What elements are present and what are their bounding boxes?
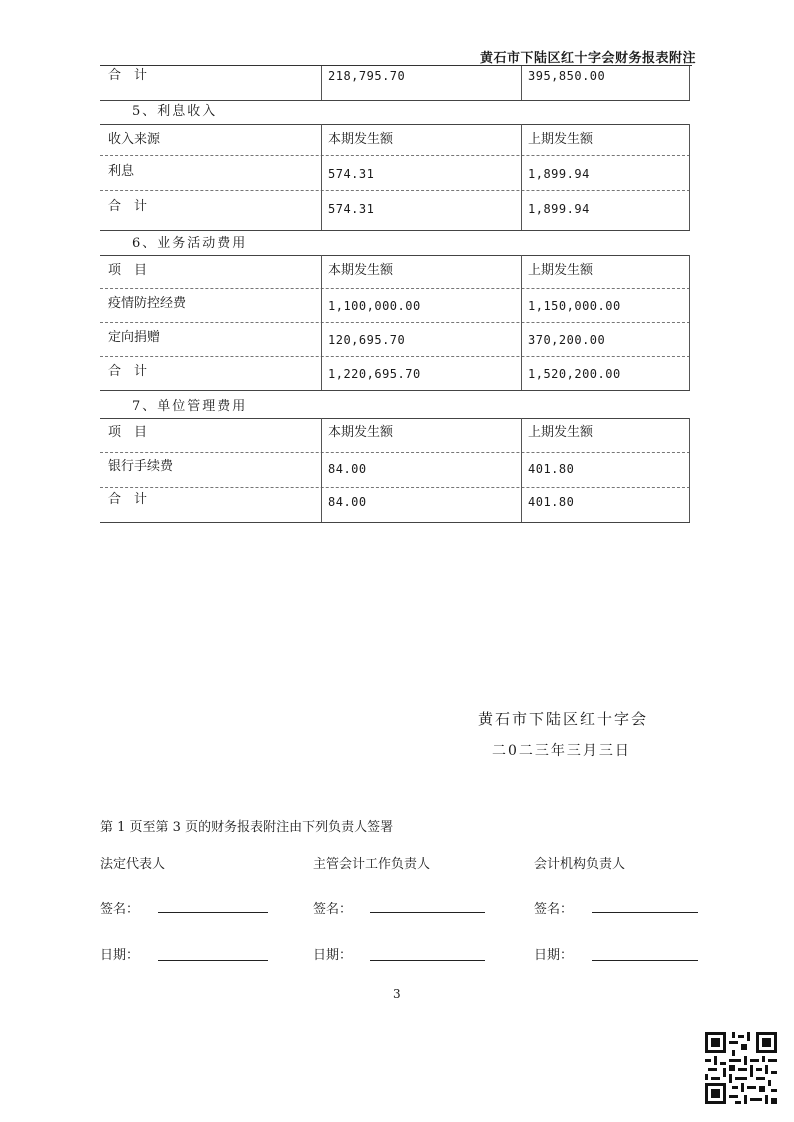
- cell-prior: 401.80: [528, 462, 575, 476]
- page-header: 黄石市下陆区红十字会财务报表附注: [479, 51, 696, 66]
- cell-label: 合 计: [108, 492, 148, 507]
- col-divider: [521, 124, 522, 230]
- cell-label: 合 计: [108, 68, 148, 83]
- cell-current: 574.31: [328, 202, 375, 216]
- cell-label: 疫情防控经费: [108, 296, 187, 311]
- cell-label: 银行手续费: [108, 459, 174, 474]
- cell-prior: 1,899.94: [528, 202, 590, 216]
- cell-prior: 1,520,200.00: [528, 367, 621, 381]
- col-divider: [521, 418, 522, 522]
- signature-note: 第 1 页至第 3 页的财务报表附注由下列负责人签署: [100, 820, 394, 835]
- row-rule: [100, 522, 690, 523]
- cell-prior: 1,150,000.00: [528, 299, 621, 313]
- cell-prior: 401.80: [528, 495, 575, 509]
- signature-line: [158, 912, 268, 913]
- col-divider: [689, 418, 690, 522]
- col-divider: [689, 255, 690, 390]
- header-prior: 上期发生额: [528, 425, 594, 440]
- section-title-admin-expense: 7、单位管理费用: [132, 399, 248, 414]
- header-prior: 上期发生额: [528, 132, 594, 147]
- cell-current: 218,795.70: [328, 69, 406, 83]
- cell-prior: 1,899.94: [528, 167, 590, 181]
- cell-label: 利息: [108, 164, 135, 179]
- row-rule: [100, 230, 690, 231]
- row-rule: [100, 255, 690, 256]
- col-divider: [321, 418, 322, 522]
- header-prior: 上期发生额: [528, 263, 594, 278]
- signature-line: [370, 912, 485, 913]
- col-divider: [321, 124, 322, 230]
- sign-label: 签名：: [100, 902, 140, 917]
- date-label: 日期：: [100, 948, 140, 963]
- cell-prior: 370,200.00: [528, 333, 606, 347]
- role-legal-representative: 法定代表人: [100, 857, 166, 872]
- signature-line: [592, 912, 698, 913]
- row-rule: [100, 487, 690, 488]
- cell-prior: 395,850.00: [528, 69, 606, 83]
- cell-current: 1,100,000.00: [328, 299, 421, 313]
- row-rule: [100, 418, 690, 419]
- date-line: [592, 960, 698, 961]
- header-source: 收入来源: [108, 132, 161, 147]
- sign-label: 签名：: [534, 902, 574, 917]
- row-rule: [100, 124, 690, 125]
- role-accounting-supervisor: 主管会计工作负责人: [313, 857, 431, 872]
- row-rule: [100, 155, 690, 156]
- report-date: 二0二三年三月三日: [492, 743, 631, 759]
- date-label: 日期：: [313, 948, 353, 963]
- row-rule: [100, 190, 690, 191]
- row-rule: [100, 288, 690, 289]
- row-rule: [100, 452, 690, 453]
- cell-current: 120,695.70: [328, 333, 406, 347]
- header-rule: [100, 65, 692, 66]
- cell-label: 定向捐赠: [108, 330, 161, 345]
- section-title-interest: 5、利息收入: [132, 104, 218, 119]
- sign-label: 签名：: [313, 902, 353, 917]
- col-divider: [689, 124, 690, 230]
- section-title-activity-expense: 6、业务活动费用: [132, 236, 248, 251]
- header-current: 本期发生额: [328, 425, 394, 440]
- cell-current: 574.31: [328, 167, 375, 181]
- col-divider: [521, 255, 522, 390]
- col-divider: [521, 66, 522, 100]
- header-current: 本期发生额: [328, 263, 394, 278]
- col-divider: [321, 66, 322, 100]
- organization-name: 黄石市下陆区红十字会: [478, 710, 649, 728]
- header-item: 项 目: [108, 263, 148, 278]
- row-rule: [100, 390, 690, 391]
- cell-label: 合 计: [108, 199, 148, 214]
- col-divider: [321, 255, 322, 390]
- cell-current: 1,220,695.70: [328, 367, 421, 381]
- header-item: 项 目: [108, 425, 148, 440]
- col-divider: [689, 66, 690, 100]
- row-rule: [100, 356, 690, 357]
- qr-code-icon: [705, 1032, 777, 1104]
- cell-current: 84.00: [328, 462, 367, 476]
- header-current: 本期发生额: [328, 132, 394, 147]
- cell-label: 合 计: [108, 364, 148, 379]
- date-line: [158, 960, 268, 961]
- cell-current: 84.00: [328, 495, 367, 509]
- row-rule: [100, 322, 690, 323]
- role-accounting-head: 会计机构负责人: [534, 857, 626, 872]
- date-label: 日期：: [534, 948, 574, 963]
- date-line: [370, 960, 485, 961]
- page-number: 3: [393, 987, 401, 1001]
